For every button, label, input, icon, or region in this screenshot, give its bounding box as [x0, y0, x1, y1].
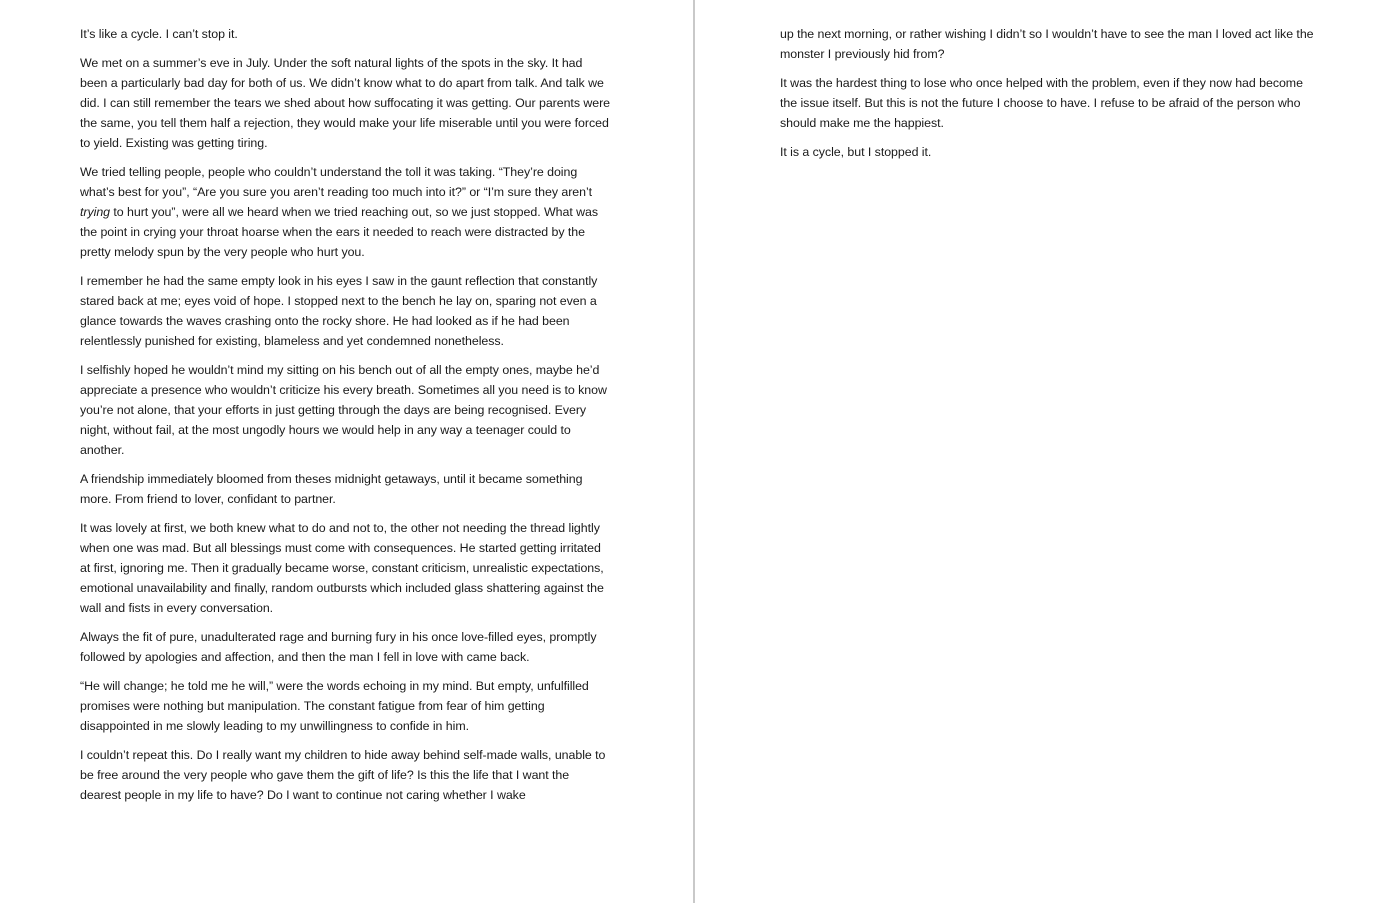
paragraph: I remember he had the same empty look in his eyes I saw in the gaunt reflection that constantly stared back at me; eyes void of hope. I stopped next to the bench he lay on, sparing not even a glance towards the waves crashing onto the rocky shore. He had looked as if he had been relentlessly punished for existing, blameless and yet condemned nonetheless. — [80, 274, 598, 348]
document-page-left — [0, 0, 693, 903]
paragraph: I selfishly hoped he wouldn’t mind my sitting on his bench out of all the empty ones, maybe he’d appreciate a presence who wouldn’t criticize his every breath. Sometimes all you need is to know you’re not alone, that your efforts in just getting through the days are being recognised. Every night, without fail, at the most ungodly hours we would help in any way a teenager could to another. — [80, 363, 607, 457]
paragraph: A friendship immediately bloomed from theses midnight getaways, until it became something more. From friend to lover, confidant to partner. — [80, 472, 583, 506]
paragraph: I couldn’t repeat this. Do I really want my children to hide away behind self-made walls, unable to be free around the very people who gave them the gift of life? Is this the life that I want the dearest people in my life to have? Do I want to continue not caring whether I wake — [80, 748, 606, 802]
paragraph: Always the fit of pure, unadulterated rage and burning fury in his once love-filled eyes, promptly followed by apologies and affection, and then the man I fell in love with came back. — [80, 630, 597, 664]
paragraph: “He will change; he told me he will,” were the words echoing in my mind. But empty, unfulfilled promises were nothing but manipulation. The constant fatigue from fear of him getting disappointed in me slowly leading to my unwillingness to confide in him. — [80, 679, 589, 733]
paragraph: We met on a summer’s eve in July. Under the soft natural lights of the spots in the sky. It had been a particularly bad day for both of us. We didn’t know what to do apart from talk. And talk we did. I can still remember the tears we shed about how suffocating it was getting. Our parents were the same, you tell them half a rejection, they would make your life miserable until you were forced to yield. Existing was getting tiring. — [80, 56, 611, 150]
paragraph: It is a cycle, but I stopped it. — [780, 145, 932, 159]
paragraph: up the next morning, or rather wishing I didn’t so I wouldn’t have to see the man I loved act like the monster I previously hid from? — [780, 27, 1314, 61]
paragraph: It was lovely at first, we both knew what to do and not to, the other not needing the thread lightly when one was mad. But all blessings must come with consequences. He started getting irritated at first, ignoring me. Then it gradually became worse, constant criticism, unrealistic expectations, emotional unavailability and finally, random outbursts which included glass shattering against the wall and fists in every conversation. — [80, 521, 604, 615]
document-page-right — [695, 0, 1392, 903]
paragraph: We tried telling people, people who couldn’t understand the toll it was taking. “They’re doing what’s best for you”, “Are you sure you aren’t reading too much into it?” or “I’m sure they aren’t trying to hurt you”, were all we heard when we tried reaching out, so we just stopped. What was the point in crying your throat hoarse when the ears it needed to reach were distracted by the pretty melody spun by the very people who hurt you. — [80, 165, 598, 259]
paragraph: It was the hardest thing to lose who once helped with the problem, even if they now had become the issue itself. But this is not the future I choose to have. I refuse to be afraid of the person who should make me the happiest. — [780, 76, 1303, 130]
paragraph: It’s like a cycle. I can’t stop it. — [80, 27, 238, 41]
